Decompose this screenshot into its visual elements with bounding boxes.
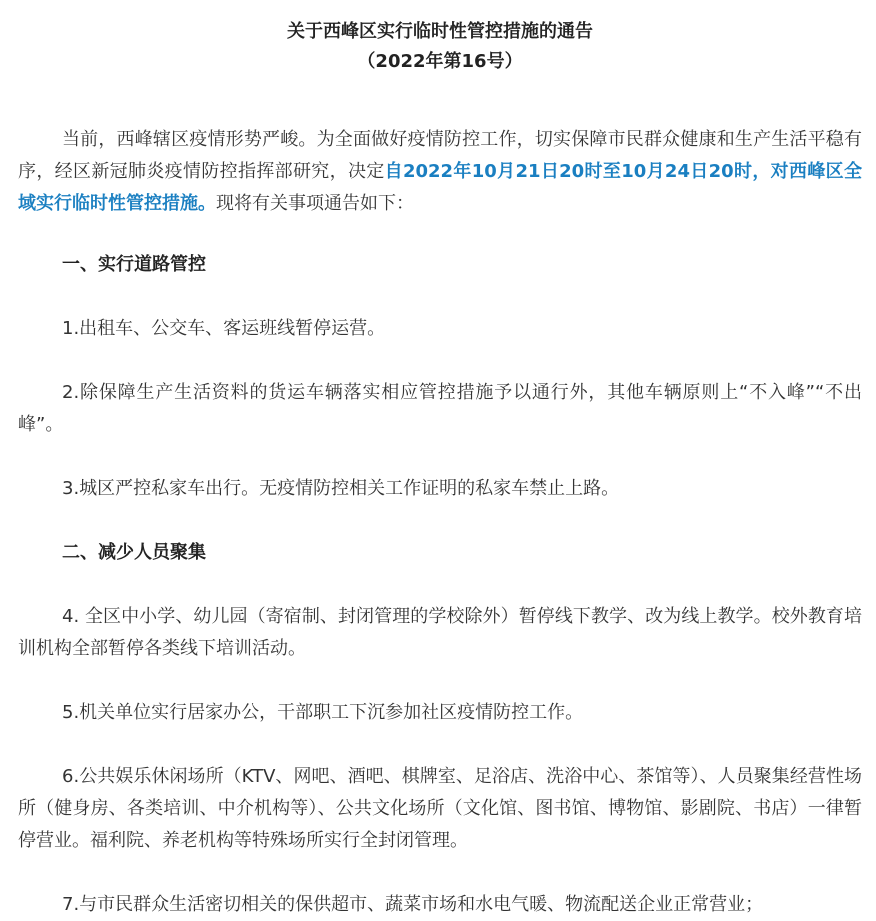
intro-highlight: 自2022年10月21日20时至10月24日20时，对西峰区全域实行临时性管控措施。 [18, 161, 863, 214]
notice-number: （2022年第16号） [357, 51, 523, 72]
intro-text-after: 现将有关事项通告如下： [216, 193, 414, 214]
intro-text: 当前，西峰辖区疫情形势严峻。为全面做好疫情防控工作，切实保障市民群众健康和生产生活平稳有序，经区新冠肺炎疫情防控指挥部研究，决定 [18, 129, 862, 182]
list-item: 3.城区严控私家车出行。无疫情防控相关工作证明的私家车禁止上路。 [62, 478, 620, 499]
list-item: 5.机关单位实行居家办公，干部职工下沉参加社区疫情防控工作。 [62, 702, 584, 723]
list-item: 6.公共娱乐休闲场所（KTV、网吧、酒吧、棋牌室、足浴店、洗浴中心、茶馆等）、人员聚集经营性场所（健身房、各类培训、中介机构等）、公共文化场所（文化馆、图书馆、博物馆、影剧院、书店）一律暂停营业。福利院、养老机构等特殊场所实行全封闭管理。 [18, 766, 862, 851]
list-item: 1.出租车、公交车、客运班线暂停运营。 [62, 318, 386, 339]
section-heading: 二、减少人员聚集 [62, 542, 206, 563]
notice-title: 关于西峰区实行临时性管控措施的通告 [287, 21, 593, 42]
section-heading: 一、实行道路管控 [62, 254, 206, 275]
list-item: 7.与市民群众生活密切相关的保供超市、蔬菜市场和水电气暖、物流配送企业正常营业； [62, 894, 764, 915]
list-item: 2.除保障生产生活资料的货运车辆落实相应管控措施予以通行外，其他车辆原则上“不入峰”“不出峰”。 [18, 382, 862, 435]
list-item: 4. 全区中小学、幼儿园（寄宿制、封闭管理的学校除外）暂停线下教学、改为线上教学。校外教育培训机构全部暂停各类线下培训活动。 [18, 606, 862, 659]
intro-paragraph [18, 124, 862, 220]
